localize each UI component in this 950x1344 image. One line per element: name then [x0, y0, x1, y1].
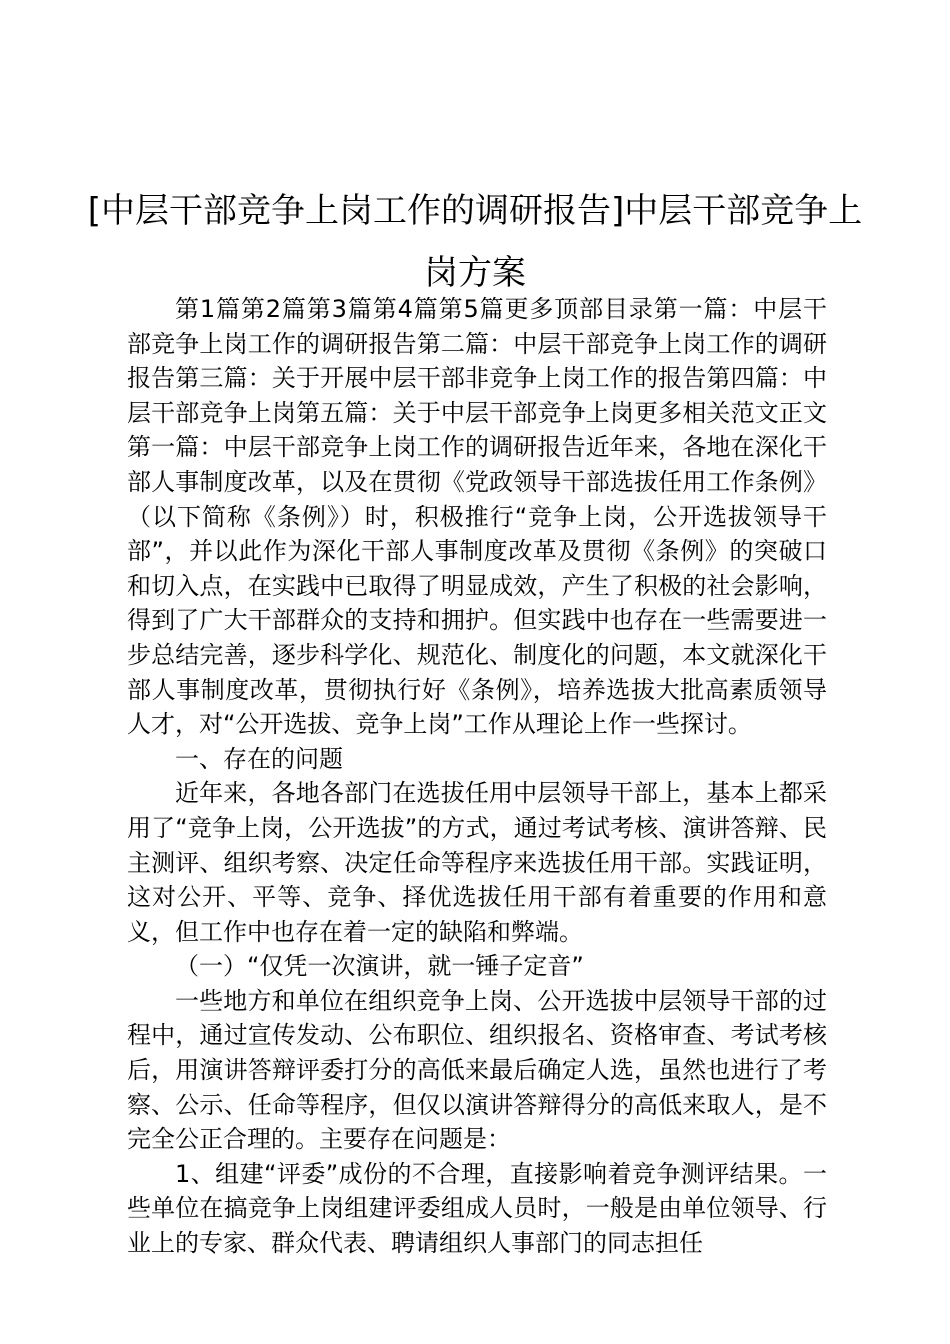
section-heading-problems: 一、存在的问题	[175, 744, 343, 773]
paragraph-speech-issue: 一些地方和单位在组织竞争上岗、公开选拔中层领导干部的过程中，通过宣传发动、公布职位、组织报名、资格审查、考试考核后，用演讲答辩评委打分的高低来最后确定人选，虽然也进行了考察、公示、任命等程序，但仅以演讲答辩得分的高低来取人，是不完全公正合理的。主要存在问题是：	[127, 986, 827, 1154]
document-title: [中层干部竞争上岗工作的调研报告]中层干部竞争上岗方案	[87, 191, 863, 293]
paragraph-toc-intro: 第1篇第2篇第3篇第4篇第5篇更多顶部目录第一篇：中层干部竞争上岗工作的调研报告第二篇：中层干部竞争上岗工作的调研报告第三篇：关于开展中层干部非竞争上岗工作的报告第四篇：中层干部竞争上岗第五篇：关于中层干部竞争上岗更多相关范文正文第一篇：中层干部竞争上岗工作的调研报告近年来，各地在深化干部人事制度改革，以及在贯彻《党政领导干部选拔任用工作条例》（以下简称《条例》）时，积极推行“竞争上岗，公开选拔领导干部”，并以此作为深化干部人事制度改革及贯彻《条例》的突破口和切入点，在实践中已取得了明显成效，产生了积极的社会影响，得到了广大干部群众的支持和拥护。但实践中也存在一些需要进一步总结完善，逐步科学化、规范化、制度化的问题，本文就深化干部人事制度改革，贯彻执行好《条例》，培养选拔大批高素质领导人才，对“公开选拔、竞争上岗”工作从理论上作一些探讨。	[127, 295, 827, 739]
document-body	[127, 292, 827, 1261]
paragraph-judges-composition: 1、组建“评委”成份的不合理，直接影响着竞争测评结果。一些单位在搞竞争上岗组建评委组成人员时，一般是由单位领导、行业上的专家、群众代表、聘请组织人事部门的同志担任	[127, 1159, 827, 1258]
subsection-heading-one: （一）“仅凭一次演讲，就一锤子定音”	[175, 952, 584, 981]
paragraph-problems-overview: 近年来，各地各部门在选拔任用中层领导干部上，基本上都采用了“竞争上岗，公开选拔”的方式，通过考试考核、演讲答辩、民主测评、组织考察、决定任命等程序来选拔任用干部。实践证明，这对公开、平等、竞争、择优选拔任用干部有着重要的作用和意义，但工作中也存在着一定的缺陷和弊端。	[127, 779, 827, 946]
